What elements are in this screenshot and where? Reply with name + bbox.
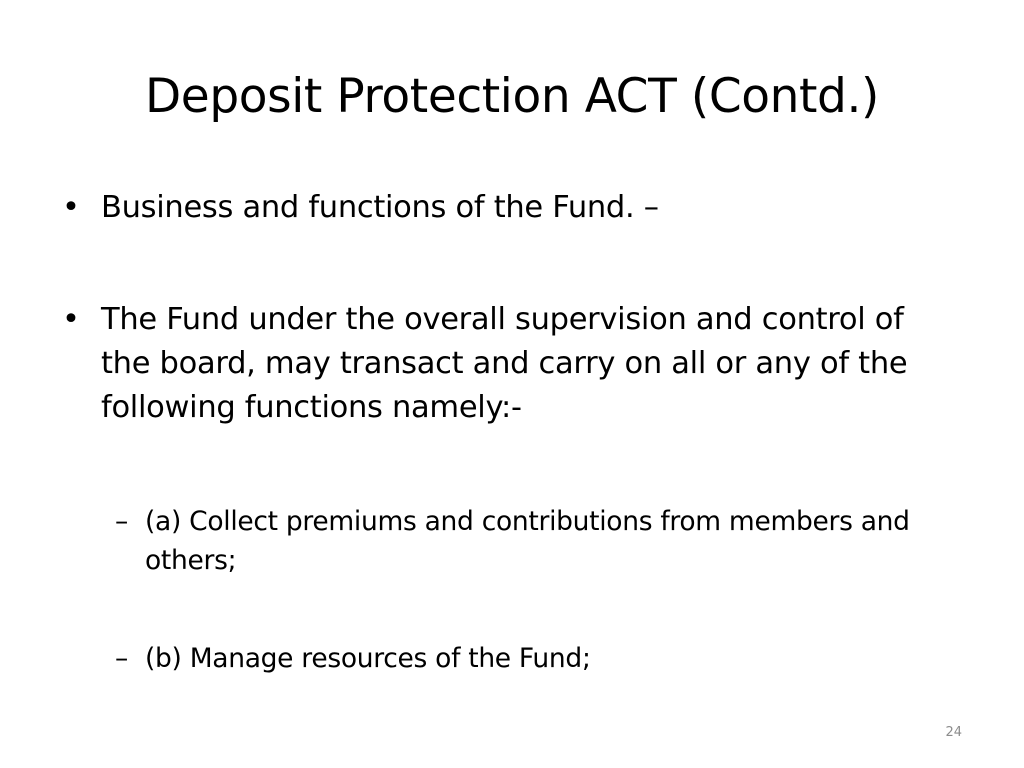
bullet-text: Business and functions of the Fund. – [101,190,659,225]
bullet-marker: • [62,190,80,225]
sub-bullet-text: (a) Collect premiums and contributions from members and others; [145,506,910,576]
sub-bullet-item [115,502,995,580]
bullet-text: The Fund under the overall supervision and control of the board, may transact and carry on all or any of the following functions namely:- [101,302,908,425]
bullet-item [62,186,962,230]
slide-number: 24 [945,725,962,740]
dash-marker: – [115,506,128,537]
sub-bullet-text: (b) Manage resources of the Fund; [145,643,591,674]
dash-marker: – [115,643,128,674]
sub-bullet-item [115,639,995,678]
bullet-marker: • [62,302,80,337]
bullet-item [62,298,962,430]
slide-title: Deposit Protection ACT (Contd.) [145,69,879,124]
